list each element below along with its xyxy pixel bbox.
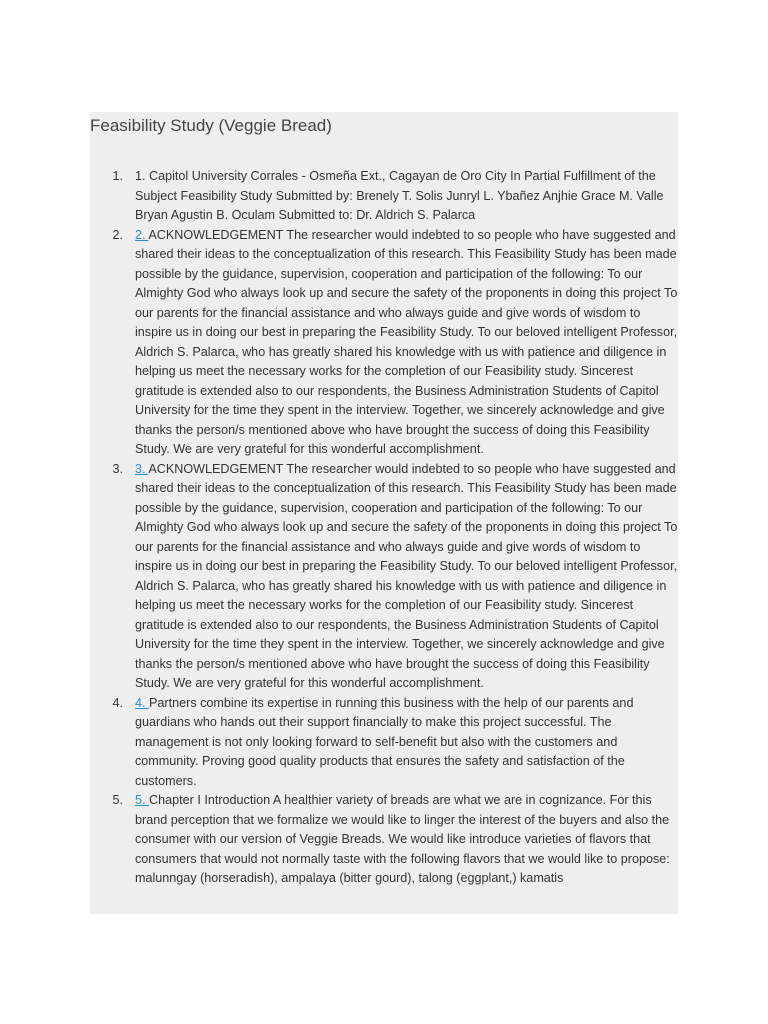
- list-item-text: Chapter I Introduction A healthier variety of breads are what we are in cognizance. For this brand perception that we formalize we would like to linger the interest of the buyers and also the consumer with our version of Veggie Breads. We would like introduce varieties of flavors that consumers that would not normally taste with the following flavors that we would like to propose: malunngay (horseradish), ampalaya (bitter gourd), talong (eggplant,) kamatis: [135, 793, 670, 885]
- list-item-number: 2.: [112, 227, 123, 242]
- document-list: [90, 167, 678, 889]
- list-item-2: [90, 226, 678, 460]
- document-panel: [90, 112, 678, 914]
- list-item-3: [90, 460, 678, 694]
- list-item-number: 4.: [112, 695, 123, 710]
- page-link-3[interactable]: 3.: [135, 461, 146, 476]
- list-item-text: ACKNOWLEDGEMENT The researcher would indebted to so people who have suggested and shared their ideas to the conceptualization of this research. This Feasibility Study has been made possible by the guidance, supervision, cooperation and participation of the following: To our Almighty God who always look up and secure the safety of the proponents in doing this project To our parents for the financial assistance and who always guide and give words of wisdom to inspire us in doing our best in preparing the Feasibility Study. To our beloved intelligent Professor, Aldrich S. Palarca, who has greatly shared his knowledge with us with patience and diligence in helping us meet the necessary works for the completion of our Feasibility study. Sincerest gratitude is extended also to our respondents, the Business Administration Students of Capitol University for the time they spent in the interview. Together, we sincerely acknowledge and give thanks the person/s mentioned above who have brought the success of doing this Feasibility Study. We are very grateful for this wonderful accomplishment.: [135, 227, 678, 456]
- list-item-5: [90, 791, 678, 889]
- list-item-text: 1. Capitol University Corrales - Osmeña Ext., Cagayan de Oro City In Partial Fulfillment of the Subject Feasibility Study Submitted by: Brenely T. Solis Junryl L. Ybañez Anjhie Grace M. Valle Bryan Agustin B. Oculam Submitted to: Dr. Aldrich S. Palarca: [135, 169, 664, 222]
- list-item-number: 3.: [112, 461, 123, 476]
- page-link-2[interactable]: 2.: [135, 227, 146, 242]
- list-item-number: 5.: [112, 793, 123, 807]
- list-item-4: [90, 694, 678, 792]
- page-title: Feasibility Study (Veggie Bread): [90, 116, 332, 135]
- page-link-5[interactable]: 5.: [135, 793, 146, 807]
- page-link-4[interactable]: 4.: [135, 695, 146, 710]
- list-item-text: Partners combine its expertise in running this business with the help of our parents and guardians who hands out their support financially to make this project successful. The management is not only looking forward to self-benefit but also with the customers and community. Proving good quality products that ensures the safety and satisfaction of the customers.: [135, 695, 634, 788]
- list-item-1: [90, 167, 678, 226]
- list-item-text: ACKNOWLEDGEMENT The researcher would indebted to so people who have suggested and shared their ideas to the conceptualization of this research. This Feasibility Study has been made possible by the guidance, supervision, cooperation and participation of the following: To our Almighty God who always look up and secure the safety of the proponents in doing this project To our parents for the financial assistance and who always guide and give words of wisdom to inspire us in doing our best in preparing the Feasibility Study. To our beloved intelligent Professor, Aldrich S. Palarca, who has greatly shared his knowledge with us with patience and diligence in helping us meet the necessary works for the completion of our Feasibility study. Sincerest gratitude is extended also to our respondents, the Business Administration Students of Capitol University for the time they spent in the interview. Together, we sincerely acknowledge and give thanks the person/s mentioned above who have brought the success of doing this Feasibility Study. We are very grateful for this wonderful accomplishment.: [135, 461, 678, 690]
- list-item-number: 1.: [112, 169, 123, 183]
